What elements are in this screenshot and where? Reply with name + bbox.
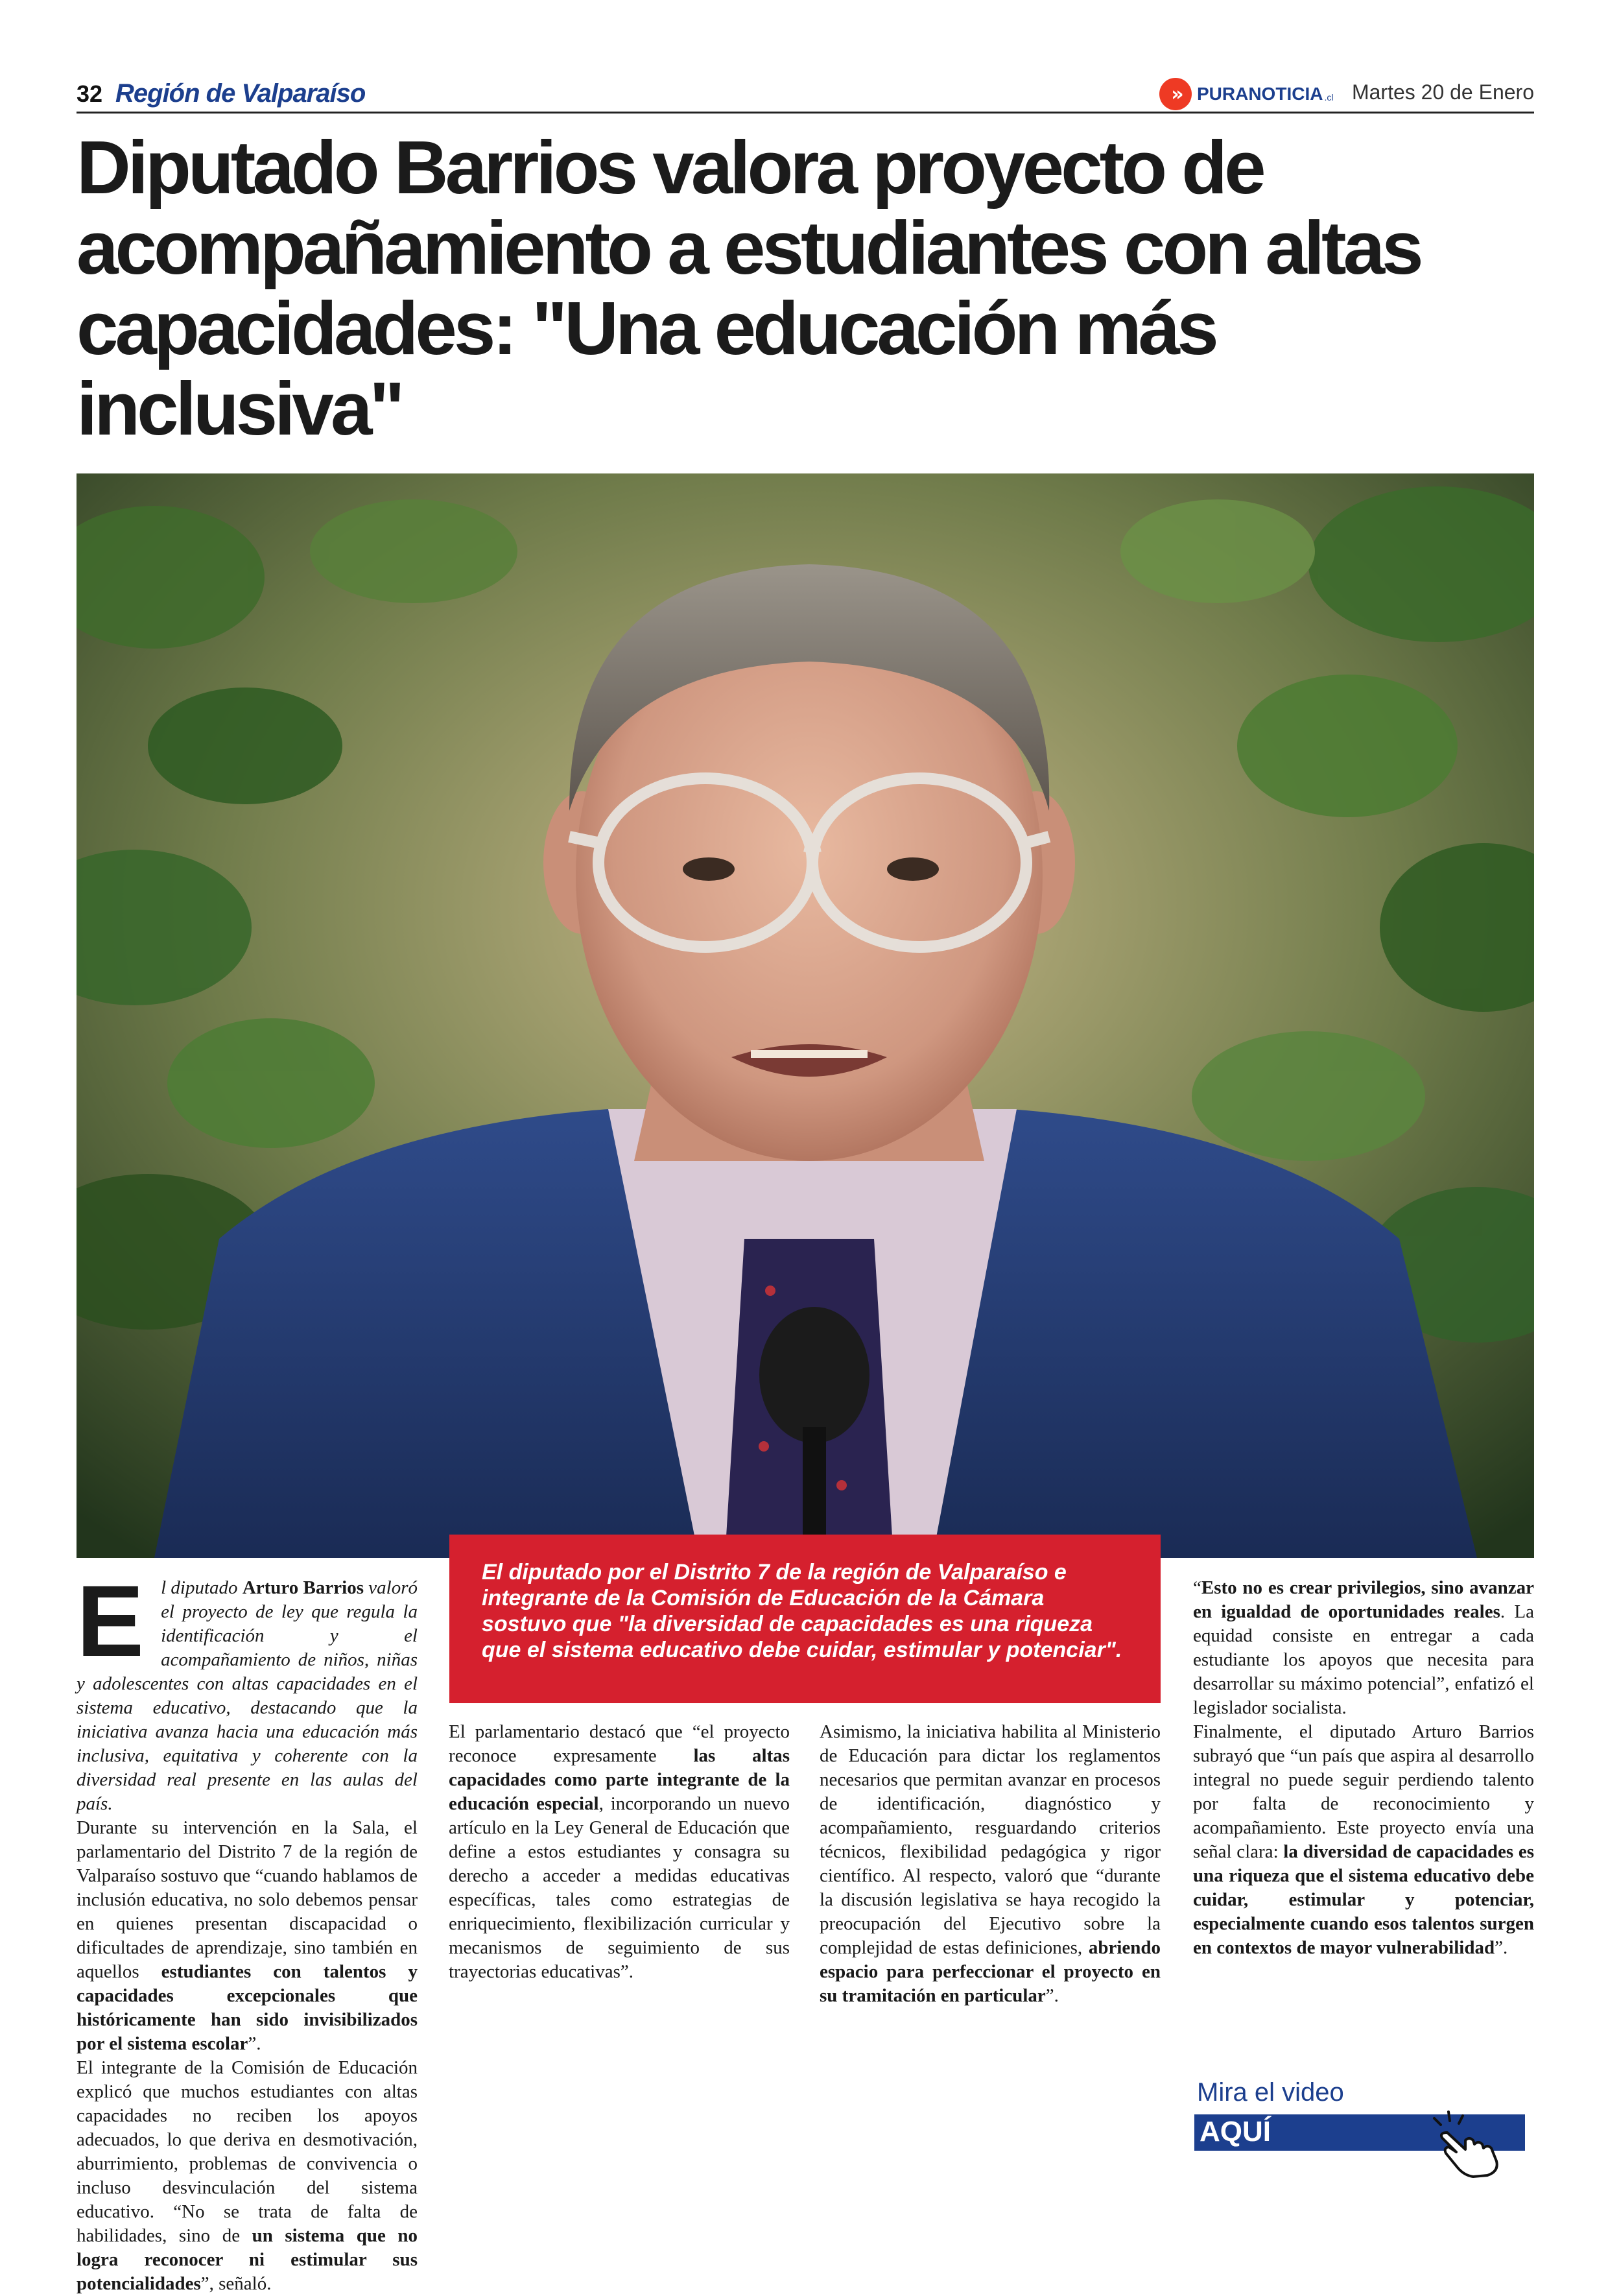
paragraph [77, 1816, 418, 2056]
article-column-4 [1193, 1576, 1534, 1960]
video-link[interactable] [1194, 2078, 1531, 2156]
text-run: El integrante de la Comisión de Educación explicó que muchos estudiantes con altas capacidades no reciben los apoyos adecuados, lo que deriva en desmotivación, aburrimiento, problemas de convivencia o incluso desvinculación del sistema educativo. “No se trata de falta de habilidades, sino de [77, 2057, 418, 2246]
text-run: ”. [1495, 1937, 1508, 1958]
text-run: ”. [1045, 1985, 1059, 2006]
paragraph [1193, 1576, 1534, 1720]
paragraph [820, 1720, 1161, 2008]
text-run: El parlamentario destacó que “el proyecto reconoce expresamente [449, 1721, 790, 1766]
text-run-bold: la diversidad de capacidades es una riqueza que el sistema educativo debe cuidar, estimular y potenciar, especialmente cuando esos talentos surgen en contextos de mayor vulnerabilidad [1193, 1841, 1534, 1958]
paragraph [449, 1720, 790, 1984]
text-run: Durante su intervención en la Sala, el parlamentario del Distrito 7 de la región de Valparaíso sostuvo que “cuando hablamos de inclusión educativa, no solo debemos pensar en quienes presentan discapacidad o dificultades de aprendizaje, sino también en aquellos [77, 1817, 418, 1982]
logo-suffix: .cl [1324, 92, 1334, 102]
text-run-bold: las altas capacidades como parte integrante de la educación especial [449, 1745, 790, 1814]
text-run-bold: Arturo Barrios [242, 1577, 364, 1598]
paragraph [1193, 1720, 1534, 1960]
text-run-bold: un sistema que no logra reconocer ni estimular sus potencialidades [77, 2225, 418, 2294]
drop-cap: E [77, 1565, 145, 1678]
article-headline: Diputado Barrios valora proyecto de acompañamiento a estudiantes con altas capacidades: "Una educación más inclusiva" [77, 125, 1421, 451]
text-run: ”. [248, 2033, 261, 2054]
article-column-2 [449, 1720, 790, 1984]
text-run-bold: estudiantes con talentos y capacidades excepcionales que históricamente han sido invisibilizados por el sistema escolar [77, 1961, 418, 2054]
site-logo[interactable] [1159, 78, 1333, 110]
video-link-label[interactable]: AQUÍ [1200, 2116, 1271, 2147]
article-column-3 [820, 1720, 1161, 2008]
text-run: valoró el proyecto de ley que regula la identificación y el acompañamiento de niños, niñas y adolescentes con altas capacidades en el sistema educativo, destacando que la iniciativa avanza hacia una educación más inclusiva, equitativa y coherente con la diversidad real presente en las aulas del país. [77, 1577, 418, 1814]
text-run: Finalmente, el diputado Arturo Barrios subrayó que “un país que aspira al desarrollo integral no puede seguir perdiendo talento por falta de reconocimiento y acompañamiento. Este proyecto envía una señal clara: [1193, 1721, 1534, 1862]
pointing-hand-click-icon[interactable] [1415, 2107, 1512, 2178]
paragraph [77, 2056, 418, 2296]
logo-brand: PURANOTICIA [1197, 84, 1323, 104]
header-divider [77, 112, 1534, 114]
text-run: Asimismo, la iniciativa habilita al Ministerio de Educación para dictar los reglamentos necesarios que permitan avanzar en procesos de identificación, diagnóstico y acompañamiento, resguardando criterios técnicos, flexibilidad pedagógica y rigor científico. Al respecto, valoró que “durante la discusión legislativa se haya recogido la preocupación del Ejecutivo sobre la complejidad de estas definiciones, [820, 1721, 1161, 1958]
text-run: ”, señaló. [200, 2273, 272, 2294]
article-column-1 [77, 1565, 418, 2296]
pull-quote-text: El diputado por el Distrito 7 de la región de Valparaíso e integrante de la Comisión de Educación de la Cámara sostuvo que "la diversidad de capacidades es una riqueza que el sistema educativo debe cuidar, estimular y potenciar". [482, 1560, 1122, 1662]
text-run: l diputado [161, 1577, 242, 1598]
double-chevron-icon: » [1159, 78, 1192, 110]
text-run: “ [1193, 1577, 1201, 1598]
issue-date: Martes 20 de Enero [1351, 80, 1534, 104]
text-run: . La equidad consiste en entregar a cada estudiante los apoyos que necesita para desarrollar su máximo potencial”, enfatizó el legislador socialista. [1193, 1601, 1534, 1718]
pull-quote-box [449, 1535, 1161, 1703]
text-run-bold: abriendo espacio para perfeccionar el proyecto en su tramitación en particular [820, 1937, 1161, 2006]
text-run-bold: Esto no es crear privilegios, sino avanzar en igualdad de oportunidades reales [1193, 1577, 1534, 1622]
page-number: 32 [77, 80, 103, 107]
page-header [77, 77, 1534, 115]
text-run: , incorporando un nuevo artículo en la Ley General de Educación que define a estos estudiantes y consagra su derecho a acceder a medidas educativas específicas, tales como estrategias de enriquecimiento, flexibilización curricular y mecanismos de seguimiento de sus trayectorias educativas”. [449, 1793, 790, 1982]
section-title: Región de Valparaíso [115, 79, 366, 108]
portrait-photo [77, 473, 1534, 1558]
video-prompt: Mira el video [1197, 2078, 1344, 2107]
paragraph-intro [77, 1565, 418, 1816]
